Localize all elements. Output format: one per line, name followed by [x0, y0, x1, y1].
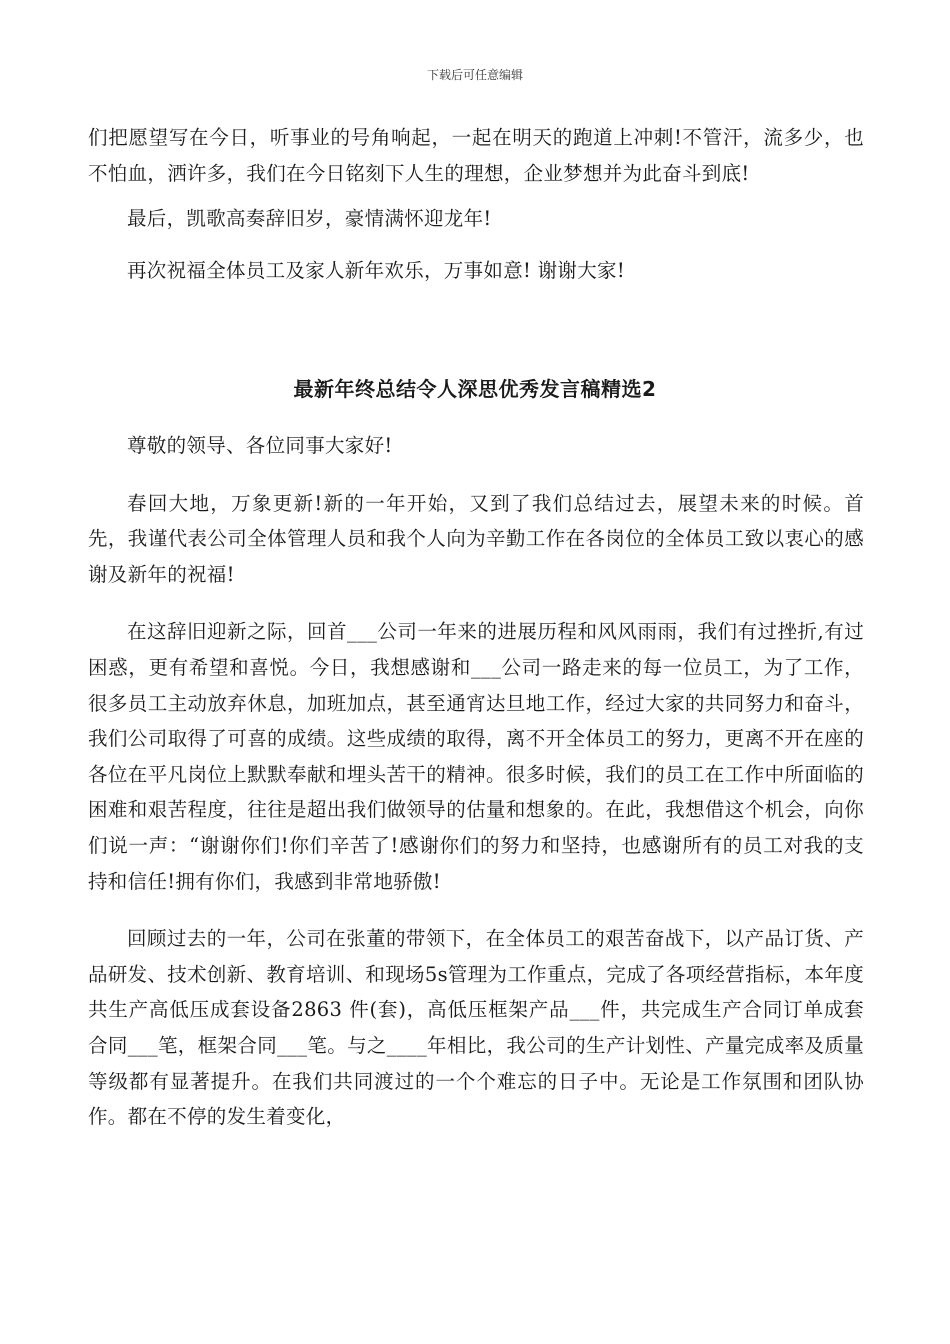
top-text-block: [88, 120, 864, 288]
paragraph: 最后，凯歌高奏辞旧岁，豪情满怀迎龙年!: [127, 207, 492, 231]
bottom-text-block: [88, 428, 864, 1135]
paragraph: 再次祝福全体员工及家人新年欢乐，万事如意! 谢谢大家!: [127, 258, 625, 282]
section-title: 最新年终总结令人深思优秀发言稿精选2: [293, 377, 657, 401]
paragraph: 们把愿望写在今日，听事业的号角响起，一起在明天的跑道上冲刺!不管汗，流多少，也不怕血，洒许多，我们在今日铭刻下人生的理想，企业梦想并为此奋斗到底!: [88, 126, 864, 185]
paragraph: 尊敬的领导、各位同事大家好!: [127, 434, 393, 457]
paragraph: 回顾过去的一年，公司在张董的带领下，在全体员工的艰苦奋战下，以产品订货、产品研发、技术创新、教育培训、和现场5s管理为工作重点，完成了各项经营指标，本年度共生产高低压成套设备2863 件(套)，高低压框架产品___件，共完成生产合同订单成套合同___笔，框架合同___笔。与之____年相比，我公司的生产计划性、产量完成率及质量等级都有显著提升。在我们共同渡过的一个个难忘的日子中。无论是工作氛围和团队协作。都在不停的发生着变化，: [88, 927, 864, 1129]
paragraph: 春回大地，万象更新!新的一年开始，又到了我们总结过去，展望未来的时候。首先，我谨代表公司全体管理人员和我个人向为辛勤工作在各岗位的全体员工致以衷心的感谢及新年的祝福!: [88, 491, 864, 586]
paragraph: 在这辞旧迎新之际，回首___公司一年来的进展历程和风风雨雨，我们有过挫折,有过困惑，更有希望和喜悦。今日，我想感谢和___公司一路走来的每一位员工，为了工作，很多员工主动放弃休息，加班加点，甚至通宵达旦地工作，经过大家的共同努力和奋斗，我们公司取得了可喜的成绩。这些成绩的取得，离不开全体员工的努力，更离不开在座的各位在平凡岗位上默默奉献和埋头苦干的精神。很多时候，我们的员工在工作中所面临的困难和艰苦程度，往往是超出我们做领导的估量和想象的。在此，我想借这个机会，向你们说一声：“谢谢你们!你们辛苦了!感谢你们的努力和坚持，也感谢所有的员工对我的支持和信任!拥有你们，我感到非常地骄傲!: [88, 620, 864, 893]
page-header-note: 下载后可任意编辑: [426, 68, 523, 82]
